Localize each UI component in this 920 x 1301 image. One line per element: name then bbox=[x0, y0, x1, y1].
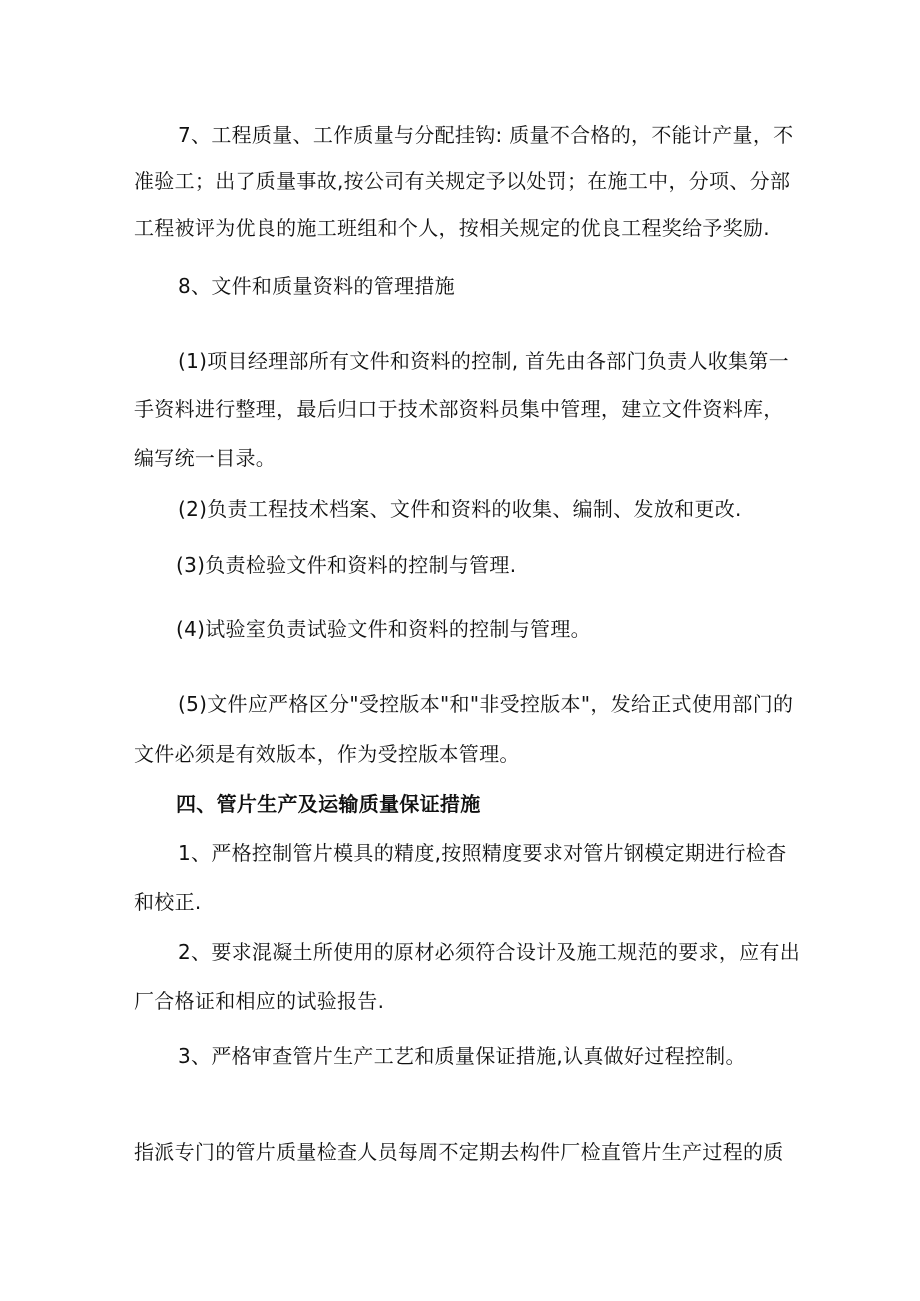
paragraph-sub3: (3)负责检验文件和资料的控制与管理. bbox=[176, 553, 517, 577]
paragraph-p3: 3、严格审查管片生产工艺和质量保证措施,认真做好过程控制。 bbox=[178, 1044, 746, 1068]
paragraph-item7-line3: 工程被评为优良的施工班组和个人，按相关规定的优良工程奖给予奖励. bbox=[134, 216, 770, 240]
paragraph-sub5-line1: (5)文件应严格区分"受控版本"和"非受控版本"，发给正式使用部门的 bbox=[178, 692, 794, 716]
paragraph-p1-line1: 1、严格控制管片模具的精度,按照精度要求对管片钢模定期进行检杳 bbox=[178, 841, 787, 865]
paragraph-sub1-line3: 编写统一目录。 bbox=[134, 446, 277, 470]
paragraph-sub1-line2: 手资料进行整理，最后归口于技术部资料员集中管理，建立文件资料库， bbox=[134, 397, 784, 421]
section-heading-4: 四、管片生产及运输质量保证措施 bbox=[176, 792, 481, 816]
paragraph-p1-line2: 和校正. bbox=[134, 890, 202, 914]
paragraph-item7-line1: 7、工程质量、工作质量与分配挂钩: 质量不合格的，不能计产量，不 bbox=[178, 123, 794, 147]
paragraph-item7-line2: 准验工；出了质量事故,按公司有关规定予以处罚；在施工中，分项、分部 bbox=[134, 169, 791, 193]
paragraph-p2-line1: 2、要求混凝土所使用的原材必须符合设计及施工规范的要求，应有出 bbox=[178, 940, 801, 964]
paragraph-sub5-line2: 文件必须是有效版本，作为受控版本管理。 bbox=[134, 742, 520, 766]
paragraph-sub4: (4)试验室负责试验文件和资料的控制与管理。 bbox=[176, 617, 591, 641]
paragraph-sub2: (2)负责工程技术档案、文件和资料的收集、编制、发放和更改. bbox=[178, 497, 742, 521]
paragraph-p2-line2: 厂合格证和相应的试验报告. bbox=[134, 989, 385, 1013]
paragraph-sub1-line1: (1)项目经理部所有文件和资料的控制, 首先由各部门负责人收集第一 bbox=[178, 349, 789, 373]
paragraph-p4: 指派专门的管片质量检查人员每周不定期去构件厂检直管片生产过程的质 bbox=[134, 1140, 784, 1164]
heading-item8: 8、文件和质量资料的管理措施 bbox=[178, 274, 455, 298]
